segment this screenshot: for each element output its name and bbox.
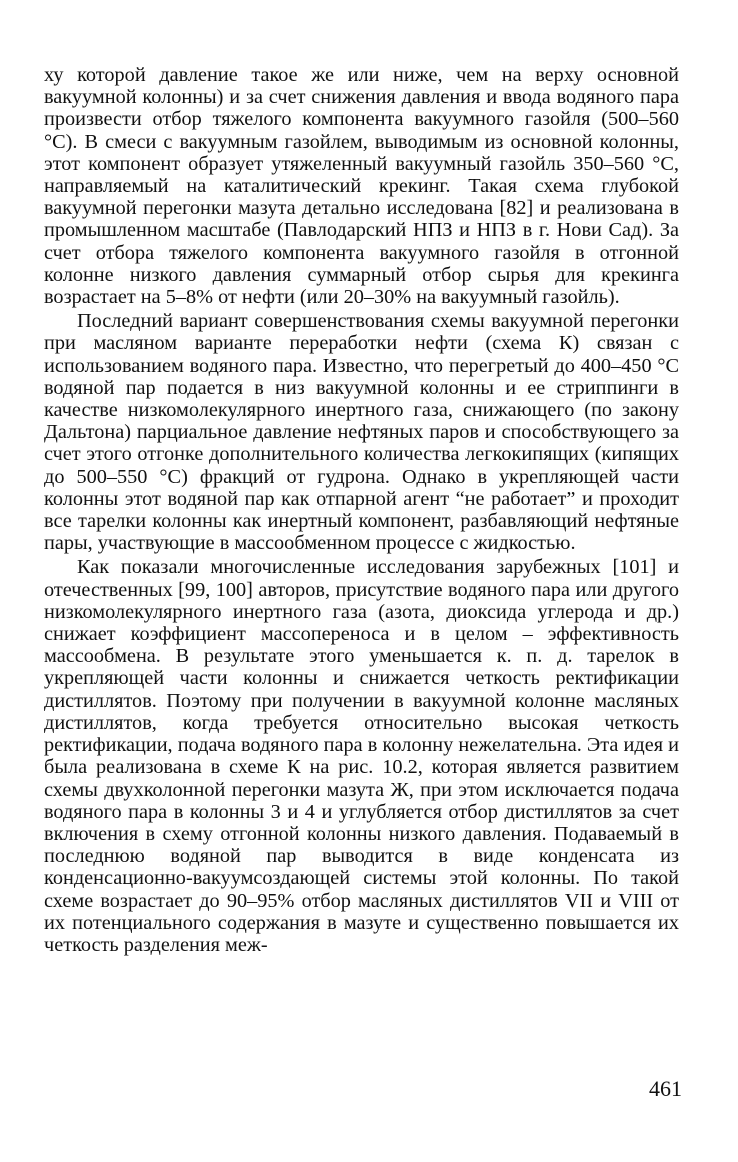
paragraph-research: Как показали многочисленные исследования зарубежных [101] и отечественных [99, 100] авторов, присутствие водяного пара или другого низкомолекулярного инертного газа (азота, диоксида углерода и др.) снижает коэффициент массопереноса и в целом – эффективность массообмена. В результате этого уменьшается к. п. д. тарелок в укрепляющей части колонны и снижается четкость ректификации дистиллятов. Поэтому при получении в вакуумной колонне масляных дистиллятов, когда требуется относительно высокая четкость ректификации, подача водяного пара в колонну нежелательна. Эта идея и была реализована в схеме К на рис. 10.2, которая является развитием схемы двухколонной перегонки мазута Ж, при этом исключается подача водяного пара в колонны 3 и 4 и углубляется отбор дистиллятов за счет включения в схему отгонной колонны низкого давления. Подаваемый в последнюю водяной пар выводится в виде конденсата из конденсационно-вакуумсоздающей системы этой колонны. По такой схеме возрастает до 90–95% отбор масляных дистиллятов VII и VIII от их потенциального содержания в мазуте и существенно повышается их четкость разделения меж- — [44, 556, 679, 956]
page-number: 461 — [649, 1076, 682, 1101]
paragraph-scheme-k: Последний вариант совершенствования схемы вакуумной перегонки при масляном варианте переработки нефти (схема К) связан с использованием водяного пара. Известно, что перегретый до 400–450 °С водяной пар подается в низ вакуумной колонны и ее стриппинги в качестве низкомолекулярного инертного газа, снижающего (по закону Дальтона) парциальное давление нефтяных паров и способствующего за счет этого отгонке дополнительного количества легкокипящих (кипящих до 500–550 °С) фракций от гудрона. Однако в укрепляющей части колонны этот водяной пар как отпарной агент “не работает” и проходит все тарелки колонны как инертный компонент, разбавляющий нефтяные пары, участвующие в массообменном процессе с жидкостью. — [44, 310, 679, 555]
paragraph-continuation: ху которой давление такое же или ниже, чем на верху основной вакуумной колонны) и за счет снижения давления и ввода водяного пара произвести отбор тяжелого компонента вакуумного газойля (500–560 °С). В смеси с вакуумным газойлем, выводимым из основной колонны, этот компонент образует утяжеленный вакуумный газойль 350–560 °С, направляемый на каталитический крекинг. Такая схема глубокой вакуумной перегонки мазута детально исследована [82] и реализована в промышленном масштабе (Павлодарский НПЗ и НПЗ в г. Нови Сад). За счет отбора тяжелого компонента вакуумного газойля в отгонной колонне низкого давления суммарный отбор сырья для крекинга возрастает на 5–8% от нефти (или 20–30% на вакуумный газойль). — [44, 64, 679, 309]
document-body — [44, 64, 679, 956]
